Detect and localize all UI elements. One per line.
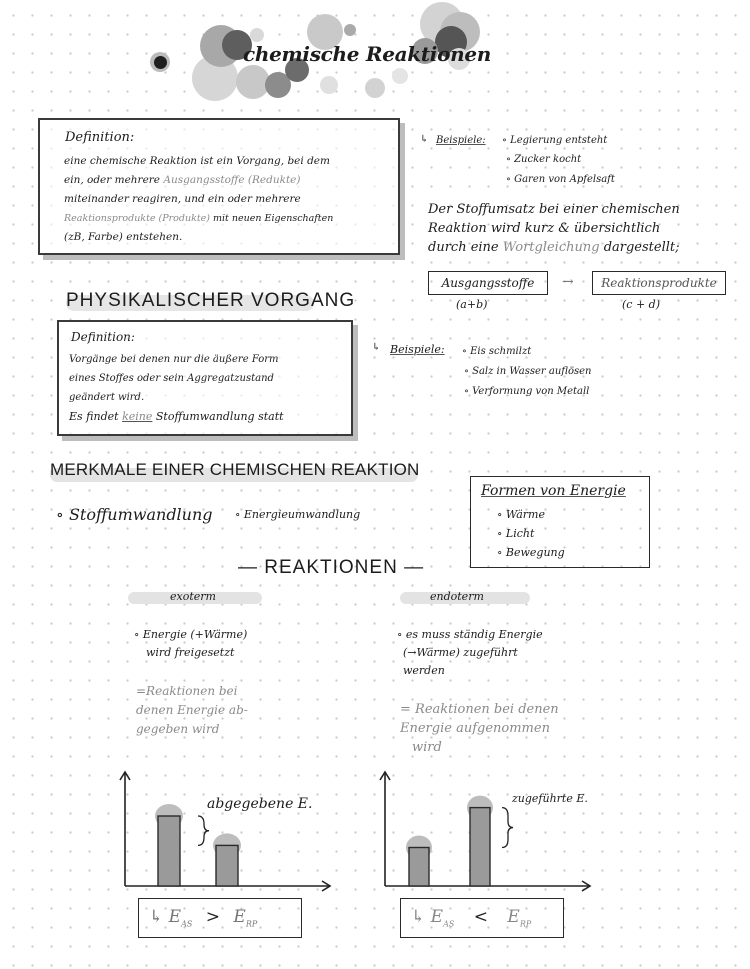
exo-def-line: denen Energie ab- — [136, 703, 248, 717]
endo-formula-sub2: RP — [519, 919, 532, 929]
equation-intro-text-a: durch eine — [428, 240, 499, 255]
energy-forms-heading: Formen von Energie — [481, 483, 626, 499]
exo-def-line: gegeben wird — [136, 722, 220, 736]
page-title: chemische Reaktionen — [243, 42, 492, 66]
features-heading: MERKMALE EINER CHEMISCHEN REAKTION — [50, 460, 420, 479]
equation-arrow: → — [562, 274, 574, 290]
exo-formula-sub1: AS — [181, 919, 193, 929]
endo-formula-sub1: AS — [443, 919, 455, 929]
endo-def-line: = Reaktionen bei denen — [400, 702, 559, 717]
energy-bar — [470, 808, 490, 886]
feature-item: ∘ Stoffumwandlung — [56, 505, 213, 524]
energy-difference-brace — [502, 808, 513, 848]
exo-formula-sub2: RP — [245, 919, 258, 929]
exo-line: wird freigesetzt — [146, 646, 235, 659]
feature-item: ∘ Energieumwandlung — [235, 508, 360, 521]
chemical-definition-text-a: ein, oder mehrere — [64, 174, 161, 186]
example-item: ∘ Salz in Wasser auflösen — [464, 366, 591, 377]
exo-def-line: =Reaktionen bei — [136, 684, 238, 698]
exo-annotation: abgegebene E. — [207, 796, 313, 812]
physical-definition-heading: Definition: — [71, 330, 135, 344]
energy-difference-brace — [198, 816, 209, 845]
exo-formula-operator: > — [205, 907, 220, 927]
physical-definition-line: eines Stoffes oder sein Aggregatzustand — [69, 373, 274, 384]
endo-annotation: zugeführte E. — [512, 792, 588, 805]
example-item: ∘ Eis schmilzt — [462, 346, 531, 357]
energy-bar — [158, 816, 180, 886]
word-equation-term: Wortgleichung — [502, 240, 600, 255]
energy-form-item: ∘ Wärme — [497, 508, 545, 521]
keine-term: keine — [122, 410, 153, 423]
exo-label: exoterm — [170, 590, 216, 603]
endo-line: (→Wärme) zugeführt — [403, 646, 518, 659]
endo-line: ∘ es muss ständig Energie — [397, 626, 543, 644]
example-item: ∘ Zucker kocht — [506, 154, 581, 165]
endo-formula-prefix: ↳ E — [411, 907, 444, 927]
physical-examples-label: Beispiele: — [390, 343, 445, 356]
energy-bar — [409, 848, 429, 887]
endo-def-line: Energie aufgenommen — [400, 721, 550, 736]
starting-materials-box: Ausgangsstoffe — [428, 271, 548, 295]
reaction-products-sub: (c + d) — [622, 298, 660, 311]
starting-materials-term: Ausgangsstoffe (Redukte) — [163, 174, 301, 186]
energy-bar — [216, 845, 238, 886]
exo-formula-box — [138, 898, 302, 938]
exo-formula-prefix: ↳ E — [149, 907, 182, 927]
equation-intro-line: Reaktion wird kurz & übersichtlich — [428, 221, 661, 236]
starting-materials-sub: (a+b) — [456, 298, 488, 311]
arrow-icon: ↳ — [372, 342, 381, 353]
reaction-products-box: Reaktionsprodukte — [592, 271, 726, 295]
physical-definition-line: Vorgänge bei denen nur die äußere Form — [69, 354, 279, 365]
endo-label: endoterm — [430, 590, 484, 603]
chemical-definition-line: miteinander reagiren, und ein oder mehrere — [64, 193, 301, 205]
endo-line: werden — [403, 664, 445, 677]
physical-definition-text-a: Es findet — [69, 410, 119, 423]
example-item: ∘ Garen von Apfelsaft — [506, 174, 615, 185]
chemical-examples-label: Beispiele: — [436, 135, 486, 146]
energy-form-item: ∘ Bewegung — [497, 546, 565, 559]
arrow-icon: ↳ — [420, 134, 429, 145]
chemical-definition-text-b: mit neuen Eigenschaften — [213, 213, 334, 224]
endo-formula-operator: < — [473, 907, 488, 927]
chemical-definition-line: eine chemische Reaktion ist ein Vorgang, bei dem — [64, 155, 330, 167]
example-item: ∘ Legierung entsteht — [502, 135, 607, 146]
endo-def-line: wird — [412, 740, 442, 755]
equation-intro-line: Der Stoffumsatz bei einer chemischen — [428, 202, 680, 217]
exo-line: ∘ Energie (+Wärme) — [134, 626, 247, 644]
chemical-definition-heading: Definition: — [65, 130, 135, 145]
endo-formula-box — [400, 898, 564, 938]
chemical-definition-line: (zB, Farbe) entstehen. — [64, 231, 183, 243]
endo-formula-e2: E — [507, 907, 520, 927]
example-item: ∘ Verformung von Metall — [464, 386, 589, 397]
exo-formula-e2: E — [233, 907, 246, 927]
energy-form-item: ∘ Licht — [497, 527, 534, 540]
physical-definition-line: geändert wird. — [69, 392, 145, 403]
physical-definition-text-b: Stoffumwandlung statt — [155, 410, 284, 423]
equation-intro-text-b: dargestellt; — [603, 240, 680, 255]
reaction-products-term: Reaktionsprodukte (Produkte) — [64, 213, 210, 224]
reactions-heading: — REAKTIONEN — — [238, 557, 425, 578]
physical-heading: PHYSIKALISCHER VORGANG — [66, 290, 356, 311]
